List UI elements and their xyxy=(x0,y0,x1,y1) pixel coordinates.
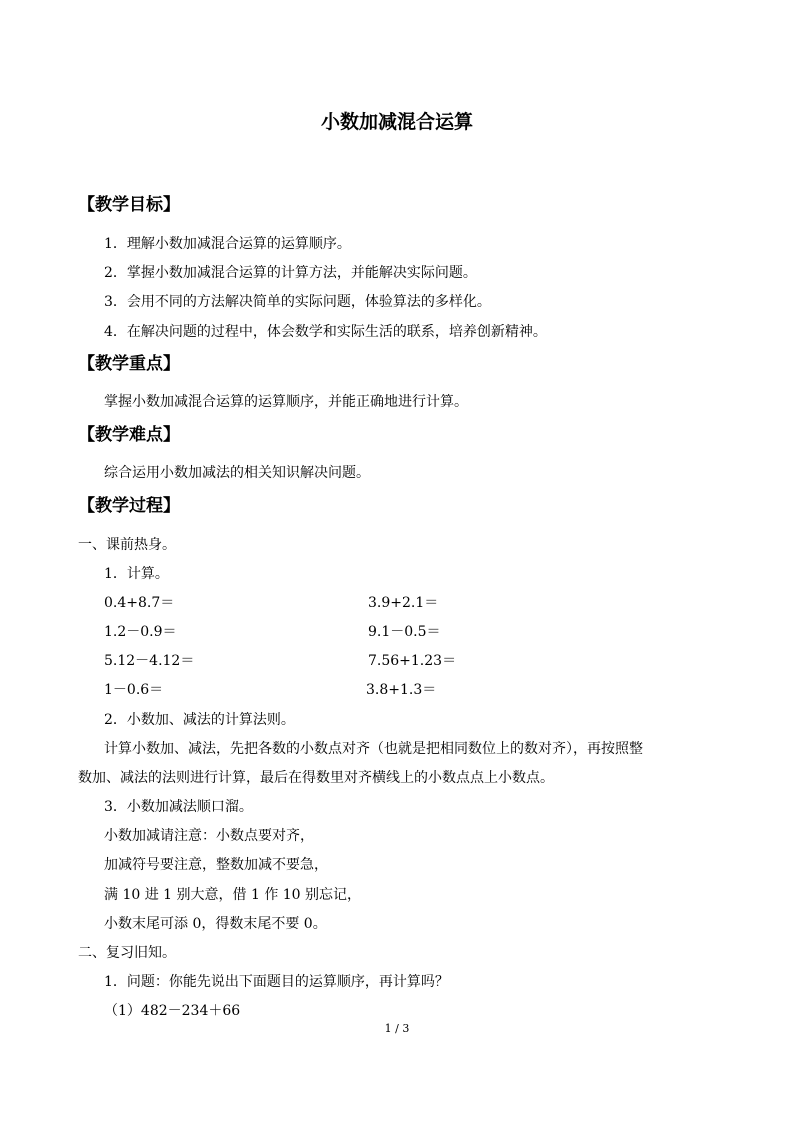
rhyme-line-3: 满 10 进 1 别大意，借 1 作 10 别忘记， xyxy=(104,887,362,903)
calc-right-4: 3.8+1.3＝ xyxy=(366,682,437,698)
calc-right-3: 7.56+1.23＝ xyxy=(368,653,457,669)
review-heading: 二、复习旧知。 xyxy=(78,945,176,961)
rule-line-2: 数加、减法的法则进行计算，最后在得数里对齐横线上的小数点点上小数点。 xyxy=(78,770,554,786)
objective-item-2: 2．掌握小数加减混合运算的计算方法，并能解决实际问题。 xyxy=(104,265,477,281)
rule-line-1: 计算小数加、减法，先把各数的小数点对齐（也就是把相同数位上的数对齐），再按照整 xyxy=(104,741,643,757)
review-subitem-1: （1）482－234＋66 xyxy=(104,1003,241,1019)
calc-left-3: 5.12－4.12＝ xyxy=(104,653,195,669)
difficulty-text: 综合运用小数加减法的相关知识解决问题。 xyxy=(104,465,370,481)
calc-left-1: 0.4+8.7＝ xyxy=(104,595,175,611)
calc-left-4: 1－0.6＝ xyxy=(104,682,164,698)
key-text: 掌握小数加减混合运算的运算顺序，并能正确地进行计算。 xyxy=(104,394,468,410)
objective-item-4: 4．在解决问题的过程中，体会数学和实际生活的联系，培养创新精神。 xyxy=(104,324,547,340)
section-heading-process: 【教学过程】 xyxy=(78,496,180,516)
warmup-heading: 一、课前热身。 xyxy=(78,537,176,553)
rhyme-line-2: 加减符号要注意，整数加减不要急， xyxy=(104,857,328,873)
calc-right-2: 9.1－0.5＝ xyxy=(368,624,441,640)
warmup-item-2: 2．小数加、减法的计算法则。 xyxy=(104,712,295,728)
objective-item-3: 3．会用不同的方法解决简单的实际问题，体验算法的多样化。 xyxy=(104,294,491,310)
page-title: 小数加减混合运算 xyxy=(320,111,473,133)
warmup-item-1: 1．计算。 xyxy=(104,566,169,582)
objective-item-1: 1．理解小数加减混合运算的运算顺序。 xyxy=(104,236,351,252)
calc-left-2: 1.2－0.9＝ xyxy=(104,624,177,640)
section-heading-difficulty: 【教学难点】 xyxy=(78,425,180,445)
section-heading-objectives: 【教学目标】 xyxy=(78,195,180,215)
rhyme-line-4: 小数末尾可添 0，得数末尾不要 0。 xyxy=(104,916,327,932)
section-heading-key: 【教学重点】 xyxy=(78,354,180,374)
rhyme-line-1: 小数加减请注意：小数点要对齐， xyxy=(104,828,314,844)
review-item-1: 1．问题：你能先说出下面题目的运算顺序，再计算吗？ xyxy=(104,974,449,990)
page-number: 1 / 3 xyxy=(384,1022,410,1035)
calc-right-1: 3.9+2.1＝ xyxy=(368,595,439,611)
warmup-item-3: 3．小数加减法顺口溜。 xyxy=(104,799,253,815)
